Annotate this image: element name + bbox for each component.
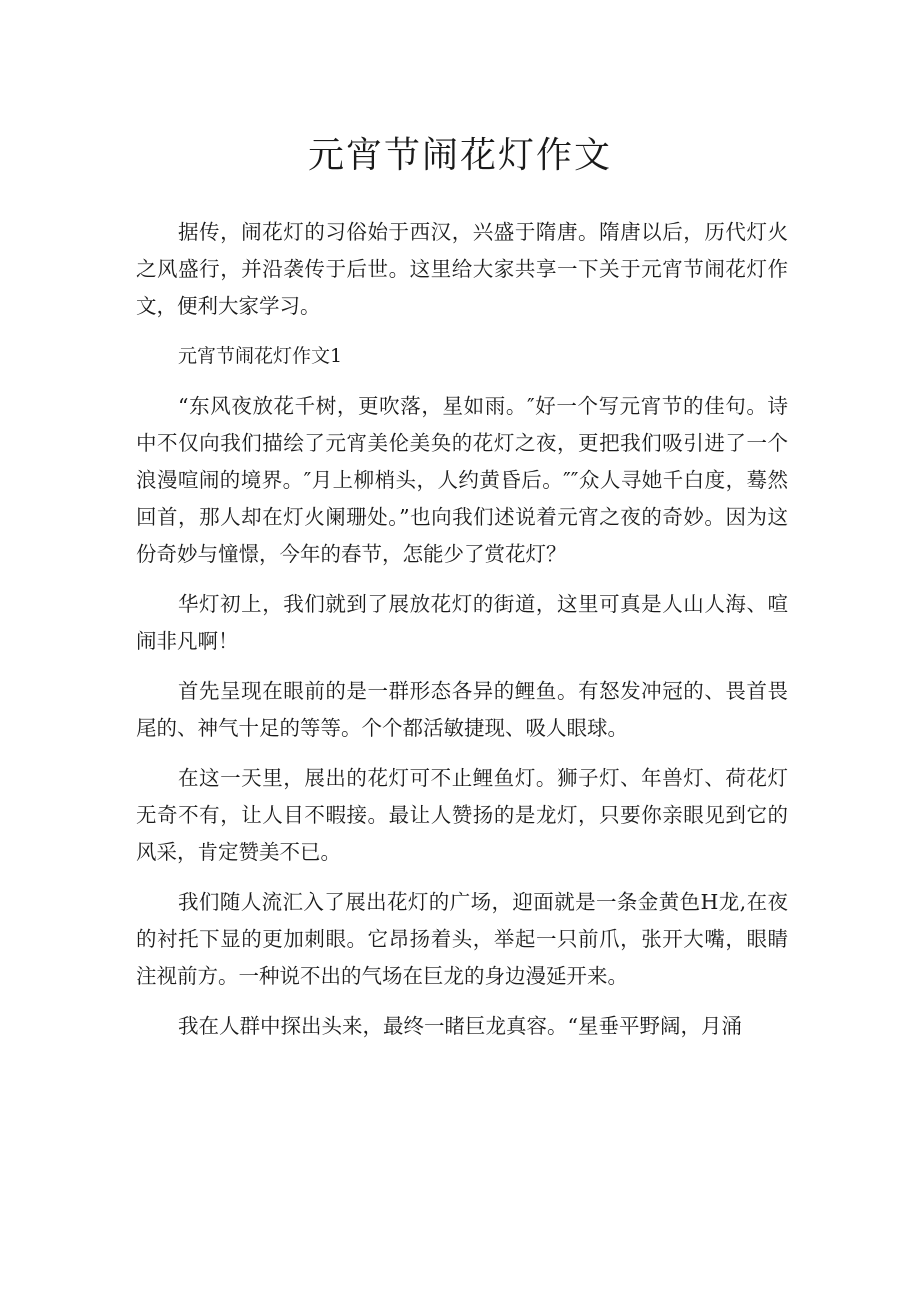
document-body [136, 214, 788, 1058]
body-paragraph: 首先呈现在眼前的是一群形态各异的鲤鱼。有怒发冲冠的、畏首畏尾的、神气十足的等等。个个都活敏捷现、吸人眼球。 [136, 679, 788, 740]
body-paragraph: 我在人群中探出头来，最终一睹巨龙真容。“星垂平野阔，月涌 [178, 1014, 742, 1038]
document-title: 元宵节闹花灯作文 [307, 135, 612, 176]
body-paragraph: 华灯初上，我们就到了展放花灯的街道，这里可真是人山人海、喧闹非凡啊！ [136, 592, 788, 653]
body-paragraph: 我们随人流汇入了展出花灯的广场，迎面就是一条金黄色H龙,在夜的衬托下显的更加刺眼。它昂扬着头，举起一只前爪，张开大嘴，眼睛注视前方。一种说不出的气场在巨龙的身边漫延开来。 [136, 890, 788, 988]
section-heading: 元宵节闹花灯作文1 [178, 345, 343, 367]
body-paragraph: 在这一天里，展出的花灯可不止鲤鱼灯。狮子灯、年兽灯、荷花灯无奇不有，让人目不暇接。最让人赞扬的是龙灯，只要你亲眼见到它的风采，肯定赞美不已。 [136, 766, 788, 864]
body-paragraph: “东风夜放花千树，更吹落，星如雨。″好一个写元宵节的佳句。诗中不仅向我们描绘了元宵美伦美奂的花灯之夜，更把我们吸引进了一个浪漫喧闹的境界。″月上柳梢头，人约黄昏后。″″众人寻她千白度，蓦然回首，那人却在灯火阑珊处。”也向我们述说着元宵之夜的奇妙。因为这份奇妙与憧憬，今年的春节，怎能少了赏花灯？ [136, 394, 788, 566]
intro-paragraph: 据传，闹花灯的习俗始于西汉，兴盛于隋唐。隋唐以后，历代灯火之风盛行，并沿袭传于后世。这里给大家共享一下关于元宵节闹花灯作文，便利大家学习。 [136, 220, 788, 318]
